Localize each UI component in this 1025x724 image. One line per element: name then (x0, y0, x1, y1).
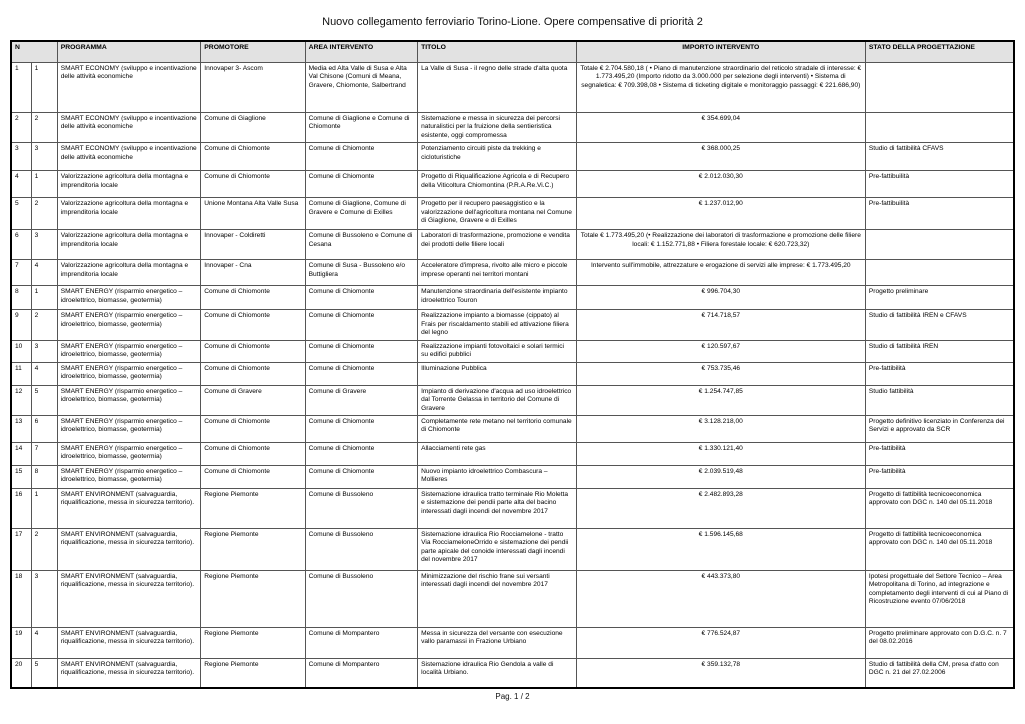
cell-programma: Valorizzazione agricoltura della montagna e imprenditoria locale (57, 260, 201, 286)
cell-area-intervento: Comune di Bussoleno (305, 570, 417, 627)
cell-area-intervento: Comune di Chiomonte (305, 310, 417, 340)
cell-importo-intervento: € 1.237.012,90 (576, 198, 865, 230)
table-header (11, 41, 1014, 63)
cell-sub-number: 2 (31, 310, 57, 340)
cell-promotore: Comune di Gravere (201, 385, 305, 415)
cell-stato-progettazione (865, 260, 1014, 286)
cell-stato-progettazione: Pre-fattibilità (865, 442, 1014, 465)
cell-sub-number: 3 (31, 143, 57, 171)
cell-area-intervento: Comune di Bussoleno (305, 528, 417, 570)
cell-sub-number: 1 (31, 286, 57, 310)
cell-importo-intervento: € 2.012.030,30 (576, 171, 865, 198)
cell-sub-number: 4 (31, 260, 57, 286)
cell-area-intervento: Comune di Chiomonte (305, 171, 417, 198)
cell-programma: SMART ENERGY (risparmio energetico – idroelettrico, biomasse, geotermia) (57, 310, 201, 340)
cell-importo-intervento: Totale € 1.773.495,20 (• Realizzazione dei laboratori di trasformazione e promozione delle filiere locali: € 1.152.771,88 • Filiera forestale locale: € 620.723,32) (576, 230, 865, 260)
cell-sub-number: 1 (31, 488, 57, 528)
cell-importo-intervento: € 443.373,80 (576, 570, 865, 627)
cell-programma: SMART ENVIRONMENT (salvaguardia, riqualificazione, messa in sicurezza territorio). (57, 627, 201, 658)
cell-row-number: 1 (11, 63, 31, 113)
cell-importo-intervento: € 1.254.747,85 (576, 385, 865, 415)
cell-sub-number: 3 (31, 230, 57, 260)
table-row (11, 143, 1014, 171)
cell-row-number: 7 (11, 260, 31, 286)
cell-sub-number: 2 (31, 113, 57, 143)
cell-area-intervento: Comune di Mompantero (305, 627, 417, 658)
cell-sub-number: 6 (31, 415, 57, 442)
table-row (11, 442, 1014, 465)
cell-importo-intervento: € 359.132,78 (576, 658, 865, 688)
cell-area-intervento: Comune di Giaglione e Comune di Chiomonte (305, 113, 417, 143)
cell-row-number: 17 (11, 528, 31, 570)
cell-stato-progettazione: Studio di fattibilità IREN e CFAVS (865, 310, 1014, 340)
cell-area-intervento: Comune di Bussoleno (305, 488, 417, 528)
cell-row-number: 5 (11, 198, 31, 230)
cell-promotore: Comune di Chiomonte (201, 340, 305, 362)
cell-sub-number: 4 (31, 362, 57, 385)
cell-importo-intervento: € 714.718,57 (576, 310, 865, 340)
cell-promotore: Comune di Chiomonte (201, 465, 305, 488)
table-row (11, 658, 1014, 688)
cell-stato-progettazione: Studio di fattibilità della CM, presa d'atto con DGC n. 21 del 27.02.2006 (865, 658, 1014, 688)
table-row (11, 198, 1014, 230)
table-row (11, 627, 1014, 658)
table-row (11, 528, 1014, 570)
cell-row-number: 14 (11, 442, 31, 465)
cell-promotore: Regione Piemonte (201, 627, 305, 658)
cell-row-number: 3 (11, 143, 31, 171)
cell-row-number: 10 (11, 340, 31, 362)
table-row (11, 570, 1014, 627)
cell-programma: SMART ENERGY (risparmio energetico – idroelettrico, biomasse, geotermia) (57, 286, 201, 310)
cell-programma: SMART ENVIRONMENT (salvaguardia, riqualificazione, messa in sicurezza territorio). (57, 488, 201, 528)
cell-promotore: Comune di Chiomonte (201, 310, 305, 340)
table-row (11, 63, 1014, 113)
table-header-row (11, 41, 1014, 63)
cell-programma: SMART ECONOMY (sviluppo e incentivazione delle attività economiche (57, 143, 201, 171)
cell-programma: SMART ENERGY (risparmio energetico – idroelettrico, biomasse, geotermia) (57, 442, 201, 465)
cell-titolo: Sistemazione idraulica Rio Rocciamelone - tratto Via RocciameloneOrrido e sistemazione dei pendii parte apicale del conoide interessati dagli incendi del novembre 2017 (418, 528, 577, 570)
cell-row-number: 9 (11, 310, 31, 340)
cell-titolo: Messa in sicurezza del versante con esecuzione vallo paramassi in Frazione Urbiano (418, 627, 577, 658)
cell-importo-intervento: Intervento sull'immobile, attrezzature e erogazione di servizi alle imprese: € 1.773.495,20 (576, 260, 865, 286)
cell-sub-number: 2 (31, 198, 57, 230)
cell-row-number: 13 (11, 415, 31, 442)
cell-titolo: Sistemazione e messa in sicurezza dei percorsi naturalistici per la fruizione della sentieristica esistente, oggi compromessa (418, 113, 577, 143)
header-n: N (11, 41, 57, 63)
cell-importo-intervento: € 368.000,25 (576, 143, 865, 171)
cell-sub-number: 4 (31, 627, 57, 658)
cell-area-intervento: Comune di Chiomonte (305, 143, 417, 171)
cell-promotore: Regione Piemonte (201, 570, 305, 627)
cell-row-number: 2 (11, 113, 31, 143)
cell-area-intervento: Comune di Chiomonte (305, 442, 417, 465)
cell-stato-progettazione: Pre-fattibilità (865, 362, 1014, 385)
cell-row-number: 12 (11, 385, 31, 415)
cell-importo-intervento: € 753.735,46 (576, 362, 865, 385)
table-row (11, 465, 1014, 488)
cell-importo-intervento: € 996.704,30 (576, 286, 865, 310)
cell-titolo: Minimizzazione del rischio frane sui versanti interessati dagli incendi del novembre 2017 (418, 570, 577, 627)
cell-importo-intervento: € 2.482.893,28 (576, 488, 865, 528)
cell-stato-progettazione: Studio fattibilità (865, 385, 1014, 415)
cell-stato-progettazione: Pre-fattibuilità (865, 171, 1014, 198)
cell-titolo: Sistemazione idraulica tratto terminale Rio Moletta e sistemazione dei pendii parte alta del bacino interessati dagli incendi del novembre 2017 (418, 488, 577, 528)
cell-sub-number: 2 (31, 528, 57, 570)
cell-programma: SMART ECONOMY (sviluppo e incentivazione delle attività economiche (57, 63, 201, 113)
cell-promotore: Innovaper - Coldiretti (201, 230, 305, 260)
cell-row-number: 16 (11, 488, 31, 528)
cell-row-number: 20 (11, 658, 31, 688)
page-title: Nuovo collegamento ferroviario Torino-Lione. Opere compensative di priorità 2 (322, 16, 703, 28)
cell-stato-progettazione (865, 113, 1014, 143)
cell-promotore: Comune di Chiomonte (201, 143, 305, 171)
cell-stato-progettazione (865, 230, 1014, 260)
cell-stato-progettazione: Progetto preliminare (865, 286, 1014, 310)
table-row (11, 286, 1014, 310)
cell-promotore: Regione Piemonte (201, 658, 305, 688)
cell-promotore: Comune di Chiomonte (201, 442, 305, 465)
cell-promotore: Comune di Chiomonte (201, 362, 305, 385)
cell-programma: SMART ENERGY (risparmio energetico – idroelettrico, biomasse, geotermia) (57, 385, 201, 415)
cell-titolo: Impianto di derivazione d'acqua ad uso idroelettrico dal Torrente Gelassa in territorio del Comune di Gravere (418, 385, 577, 415)
table-row (11, 362, 1014, 385)
table-row (11, 260, 1014, 286)
cell-titolo: Nuovo impianto idroelettrico Combascura – Mollieres (418, 465, 577, 488)
cell-importo-intervento: Totale € 2.704.580,18 ( • Piano di manutenzione straordinario del reticolo stradale di interesse: € 1.773.495,20 (Importo ridotto da 3.000.000 per selezione degli interventi) • Sistema di segnaletica: € 709.398,08 • Sistema di ticketing digitale e monitoraggio passaggi: € 221.686,90) (576, 63, 865, 113)
cell-titolo: Sistemazione idraulica Rio Gendola a valle di località Urbiano. (418, 658, 577, 688)
cell-sub-number: 7 (31, 442, 57, 465)
cell-programma: SMART ENVIRONMENT (salvaguardia, riqualificazione, messa in sicurezza territorio). (57, 570, 201, 627)
cell-titolo: Acceleratore d'impresa, rivolto alle micro e piccole imprese operanti nei territori montani (418, 260, 577, 286)
cell-programma: Valorizzazione agricoltura della montagna e imprenditoria locale (57, 230, 201, 260)
cell-titolo: Illuminazione Pubblica (418, 362, 577, 385)
cell-stato-progettazione: Progetto preliminare approvato con D.G.C. n. 7 del 08.02.2016 (865, 627, 1014, 658)
cell-promotore: Regione Piemonte (201, 488, 305, 528)
cell-importo-intervento: € 1.596.145,68 (576, 528, 865, 570)
header-promotore: PROMOTORE (201, 41, 305, 63)
cell-area-intervento: Comune di Bussoleno e Comune di Cesana (305, 230, 417, 260)
cell-importo-intervento: € 120.597,67 (576, 340, 865, 362)
table-body (11, 63, 1014, 689)
cell-programma: SMART ENVIRONMENT (salvaguardia, riqualificazione, messa in sicurezza territorio). (57, 528, 201, 570)
cell-area-intervento: Comune di Chiomonte (305, 465, 417, 488)
cell-sub-number: 5 (31, 385, 57, 415)
cell-sub-number: 3 (31, 340, 57, 362)
cell-stato-progettazione: Progetto di fattibilità tecnicoeconomica approvato con DGC n. 140 del 05.11.2018 (865, 528, 1014, 570)
table-row (11, 113, 1014, 143)
cell-row-number: 18 (11, 570, 31, 627)
table-row (11, 171, 1014, 198)
cell-stato-progettazione: Studio di fattibilità CFAVS (865, 143, 1014, 171)
table-row (11, 340, 1014, 362)
table-row (11, 385, 1014, 415)
cell-row-number: 15 (11, 465, 31, 488)
cell-importo-intervento: € 1.330.121,40 (576, 442, 865, 465)
cell-promotore: Regione Piemonte (201, 528, 305, 570)
cell-row-number: 4 (11, 171, 31, 198)
cell-row-number: 6 (11, 230, 31, 260)
cell-area-intervento: Comune di Susa - Bussoleno e/o Buttigliera (305, 260, 417, 286)
cell-programma: SMART ENERGY (risparmio energetico – idroelettrico, biomasse, geotermia) (57, 465, 201, 488)
cell-stato-progettazione: Pre-fattibilità (865, 465, 1014, 488)
cell-area-intervento: Comune di Giaglione, Comune di Gravere e Comune di Exilles (305, 198, 417, 230)
cell-programma: SMART ECONOMY (sviluppo e incentivazione delle attività economiche (57, 113, 201, 143)
cell-stato-progettazione: Pre-fattibuilità (865, 198, 1014, 230)
cell-titolo: Realizzazione impianti fotovoltaici e solari termici su edifici pubblici (418, 340, 577, 362)
cell-promotore: Comune di Chiomonte (201, 415, 305, 442)
cell-importo-intervento: € 776.524,87 (576, 627, 865, 658)
cell-importo-intervento: € 354.699,04 (576, 113, 865, 143)
cell-row-number: 8 (11, 286, 31, 310)
cell-area-intervento: Comune di Chiomonte (305, 286, 417, 310)
cell-stato-progettazione: Progetto definitivo licenziato in Conferenza dei Servizi e approvato da SCR (865, 415, 1014, 442)
cell-row-number: 11 (11, 362, 31, 385)
cell-importo-intervento: € 2.039.519,48 (576, 465, 865, 488)
header-importo-intervento: IMPORTO INTERVENTO (576, 41, 865, 63)
cell-titolo: Laboratori di trasformazione, promozione e vendita dei prodotti delle filiere locali (418, 230, 577, 260)
header-stato-progettazione: STATO DELLA PROGETTAZIONE (865, 41, 1014, 63)
cell-sub-number: 1 (31, 63, 57, 113)
header-programma: PROGRAMMA (57, 41, 201, 63)
cell-titolo: Progetto di Riqualificazione Agricola e di Recupero della Viticoltura Chiomontina (P.R.A.Re.Vi.C.) (418, 171, 577, 198)
cell-sub-number: 3 (31, 570, 57, 627)
cell-programma: Valorizzazione agricoltura della montagna e imprenditoria locale (57, 198, 201, 230)
cell-titolo: Allacciamenti rete gas (418, 442, 577, 465)
page-number: Pag. 1 / 2 (495, 692, 530, 701)
cell-stato-progettazione (865, 63, 1014, 113)
cell-area-intervento: Comune di Chiomonte (305, 362, 417, 385)
header-titolo: TITOLO (418, 41, 577, 63)
table-row (11, 230, 1014, 260)
header-area-intervento: AREA INTERVENTO (305, 41, 417, 63)
cell-programma: SMART ENERGY (risparmio energetico – idroelettrico, biomasse, geotermia) (57, 362, 201, 385)
cell-promotore: Comune di Chiomonte (201, 171, 305, 198)
cell-row-number: 19 (11, 627, 31, 658)
cell-titolo: Progetto per il recupero paesaggistico e la valorizzazione dell'agricoltura montana nel Comune di Giaglione, Gravere e di Exilles (418, 198, 577, 230)
cell-titolo: Potenziamento circuiti piste da trekking e cicloturistiche (418, 143, 577, 171)
cell-promotore: Innovaper 3- Ascom (201, 63, 305, 113)
cell-promotore: Unione Montana Alta Valle Susa (201, 198, 305, 230)
cell-area-intervento: Comune di Chiomonte (305, 340, 417, 362)
table-row (11, 488, 1014, 528)
table-row (11, 415, 1014, 442)
interventions-table (10, 40, 1015, 689)
table-row (11, 310, 1014, 340)
cell-area-intervento: Comune di Chiomonte (305, 415, 417, 442)
cell-area-intervento: Media ed Alta Valle di Susa e Alta Val Chisone (Comuni di Meana, Gravere, Chiomonte, Salbertrand (305, 63, 417, 113)
cell-promotore: Comune di Chiomonte (201, 286, 305, 310)
cell-area-intervento: Comune di Gravere (305, 385, 417, 415)
cell-stato-progettazione: Ipotesi progettuale del Settore Tecnico – Area Metropolitana di Torino, ad integrazione e completamento degli interventi di cui al Piano di Ricostruzione evento 07/06/2018 (865, 570, 1014, 627)
cell-programma: SMART ENERGY (risparmio energetico – idroelettrico, biomasse, geotermia) (57, 340, 201, 362)
cell-stato-progettazione: Studio di fattibilità IREN (865, 340, 1014, 362)
cell-titolo: Manutenzione straordinaria dell'esistente impianto idroelettrico Touron (418, 286, 577, 310)
cell-sub-number: 1 (31, 171, 57, 198)
cell-importo-intervento: € 3.128.218,00 (576, 415, 865, 442)
cell-sub-number: 5 (31, 658, 57, 688)
cell-stato-progettazione: Progetto di fattibilità tecnicoeconomica approvato con DGC n. 140 del 05.11.2018 (865, 488, 1014, 528)
cell-area-intervento: Comune di Mompantero (305, 658, 417, 688)
cell-programma: Valorizzazione agricoltura della montagna e imprenditoria locale (57, 171, 201, 198)
cell-sub-number: 8 (31, 465, 57, 488)
cell-titolo: La Valle di Susa - il regno delle strade d'alta quota (418, 63, 577, 113)
cell-programma: SMART ENVIRONMENT (salvaguardia, riqualificazione, messa in sicurezza territorio). (57, 658, 201, 688)
cell-titolo: Realizzazione impianto a biomasse (cippato) al Frais per riscaldamento stabili ed attivazione filiera del legno (418, 310, 577, 340)
cell-programma: SMART ENERGY (risparmio energetico – idroelettrico, biomasse, geotermia) (57, 415, 201, 442)
cell-promotore: Comune di Giaglione (201, 113, 305, 143)
cell-promotore: Innovaper - Cna (201, 260, 305, 286)
cell-titolo: Completamente rete metano nel territorio comunale di Chiomonte (418, 415, 577, 442)
